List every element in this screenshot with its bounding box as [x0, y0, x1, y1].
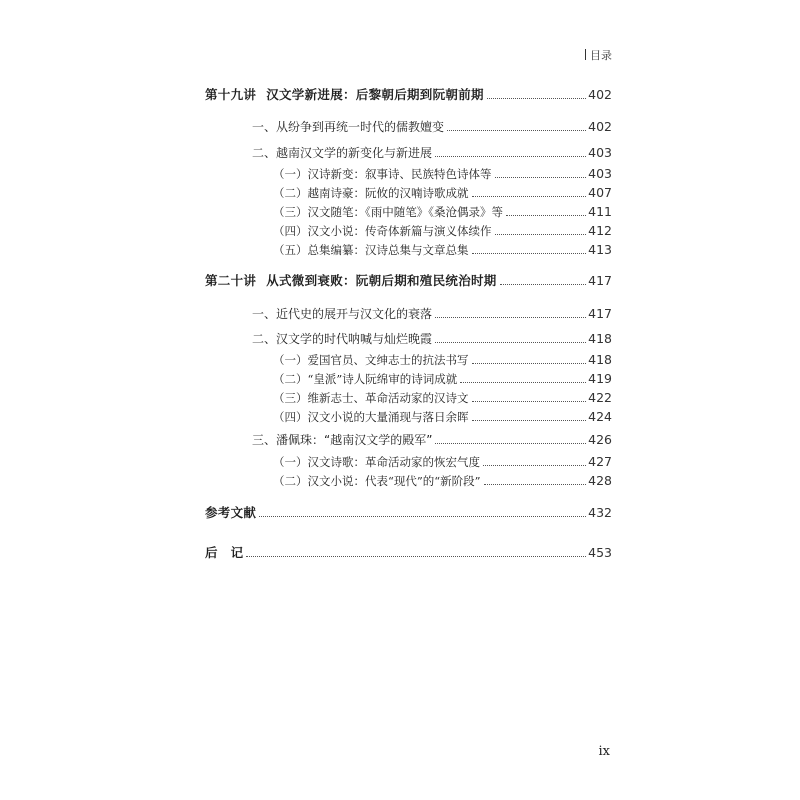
toc-subsection-entry[interactable]	[273, 351, 612, 369]
toc-section-entry[interactable]	[252, 305, 612, 323]
toc-entry-title: 一、从纷争到再统一时代的儒教嬗变	[252, 120, 445, 134]
toc-entry-title: （三）汉文随笔：《雨中随笔》《桑沧偶录》等	[273, 205, 503, 219]
toc-section-entry[interactable]	[252, 431, 612, 449]
toc-page-number: 428	[588, 473, 612, 488]
toc-page-number: 402	[588, 87, 612, 102]
toc-section-entry[interactable]	[252, 144, 612, 162]
toc-page-number: 407	[588, 185, 612, 200]
toc-entry-title: （一）汉文诗歌：革命活动家的恢宏气度	[273, 455, 480, 469]
toc-chapter-entry[interactable]	[205, 544, 612, 562]
toc-entry-title: 二、汉文学的时代呐喊与灿烂晚霞	[252, 332, 433, 346]
toc-entry-title: （二）“皇派”诗人阮绵审的诗词成就	[273, 372, 458, 386]
toc-page-number: 427	[588, 454, 612, 469]
toc-subsection-entry[interactable]	[273, 389, 612, 407]
toc-subsection-entry[interactable]	[273, 408, 612, 426]
toc-entry-title: （四）汉文小说的大量涌现与落日余晖	[273, 410, 469, 424]
toc-chapter-entry[interactable]	[205, 272, 612, 290]
toc-leader-dots	[487, 98, 586, 99]
toc-leader-dots	[435, 443, 586, 444]
toc-leader-dots	[472, 401, 587, 402]
toc-page-number: 403	[588, 166, 612, 181]
toc-chapter-entry[interactable]	[205, 86, 612, 104]
toc-entry-title: （一）汉诗新变：叙事诗、民族特色诗体等	[273, 167, 492, 181]
toc-leader-dots	[472, 253, 587, 254]
toc-entry-title: 后 记	[205, 545, 244, 560]
toc-entry-title	[205, 272, 497, 290]
toc-section-entry[interactable]	[252, 330, 612, 348]
toc-page-number: 418	[588, 352, 612, 367]
toc-chapter-title: 汉文学新进展：后黎朝后期到阮朝前期	[266, 87, 484, 102]
toc-chapter-number: 第二十讲	[205, 273, 257, 288]
toc-subsection-entry[interactable]	[273, 453, 612, 471]
toc-subsection-entry[interactable]	[273, 222, 612, 240]
toc-leader-dots	[435, 156, 586, 157]
toc-subsection-entry[interactable]	[273, 184, 612, 202]
toc-entry-title: （一）爱国官员、文绅志士的抗法书写	[273, 353, 469, 367]
toc-page-number: 424	[588, 409, 612, 424]
toc-page-number: 426	[588, 432, 612, 447]
toc-subsection-entry[interactable]	[273, 165, 612, 183]
toc-leader-dots	[447, 130, 586, 131]
toc-leader-dots	[484, 484, 587, 485]
toc-entry-title: 参考文献	[205, 505, 257, 520]
toc-entry-title: 三、潘佩珠：“越南汉文学的殿军”	[252, 433, 433, 447]
toc-page-number: 403	[588, 145, 612, 160]
toc-entry-title: （三）维新志士、革命活动家的汉诗文	[273, 391, 469, 405]
toc-leader-dots	[500, 284, 587, 285]
header-section-title: 目录	[590, 49, 612, 62]
toc-subsection-entry[interactable]	[273, 203, 612, 221]
toc-subsection-entry[interactable]	[273, 241, 612, 259]
toc-leader-dots	[246, 556, 586, 557]
toc-leader-dots	[472, 420, 587, 421]
toc-page-number: 411	[588, 204, 612, 219]
toc-leader-dots	[483, 465, 586, 466]
toc-page-number: 417	[588, 306, 612, 321]
toc-page-number: 418	[588, 331, 612, 346]
toc-chapter-entry[interactable]	[205, 504, 612, 522]
toc-entry-title: （二）汉文小说：代表“现代”的“新阶段”	[273, 474, 481, 488]
toc-entry-title: 二、越南汉文学的新变化与新进展	[252, 146, 433, 160]
toc-entry-title: 一、近代史的展开与汉文化的衰落	[252, 307, 433, 321]
toc-page-number: 453	[588, 545, 612, 560]
toc-leader-dots	[472, 363, 587, 364]
toc-leader-dots	[435, 342, 586, 343]
page-number: ix	[598, 744, 610, 759]
toc-page-number: 402	[588, 119, 612, 134]
toc-entry-title: （二）越南诗豪：阮攸的汉喃诗歌成就	[273, 186, 469, 200]
toc-page-number: 413	[588, 242, 612, 257]
toc-leader-dots	[460, 382, 586, 383]
toc-leader-dots	[435, 317, 586, 318]
toc-entry-title	[205, 86, 484, 104]
toc-chapter-title: 从式微到衰败：阮朝后期和殖民统治时期	[266, 273, 497, 288]
toc-page-number: 422	[588, 390, 612, 405]
toc-leader-dots	[495, 177, 587, 178]
toc-chapter-number: 第十九讲	[205, 87, 257, 102]
toc-page-number: 419	[588, 371, 612, 386]
toc-leader-dots	[506, 215, 586, 216]
toc-section-entry[interactable]	[252, 118, 612, 136]
toc-leader-dots	[259, 516, 586, 517]
toc-entry-title: （五）总集编纂：汉诗总集与文章总集	[273, 243, 469, 257]
toc-subsection-entry[interactable]	[273, 370, 612, 388]
toc-page-number: 417	[588, 273, 612, 288]
toc-leader-dots	[472, 196, 587, 197]
toc-page-number: 432	[588, 505, 612, 520]
toc-entry-title: （四）汉文小说：传奇体新篇与演义体续作	[273, 224, 492, 238]
toc-leader-dots	[495, 234, 587, 235]
toc-page-number: 412	[588, 223, 612, 238]
toc-subsection-entry[interactable]	[273, 472, 612, 490]
